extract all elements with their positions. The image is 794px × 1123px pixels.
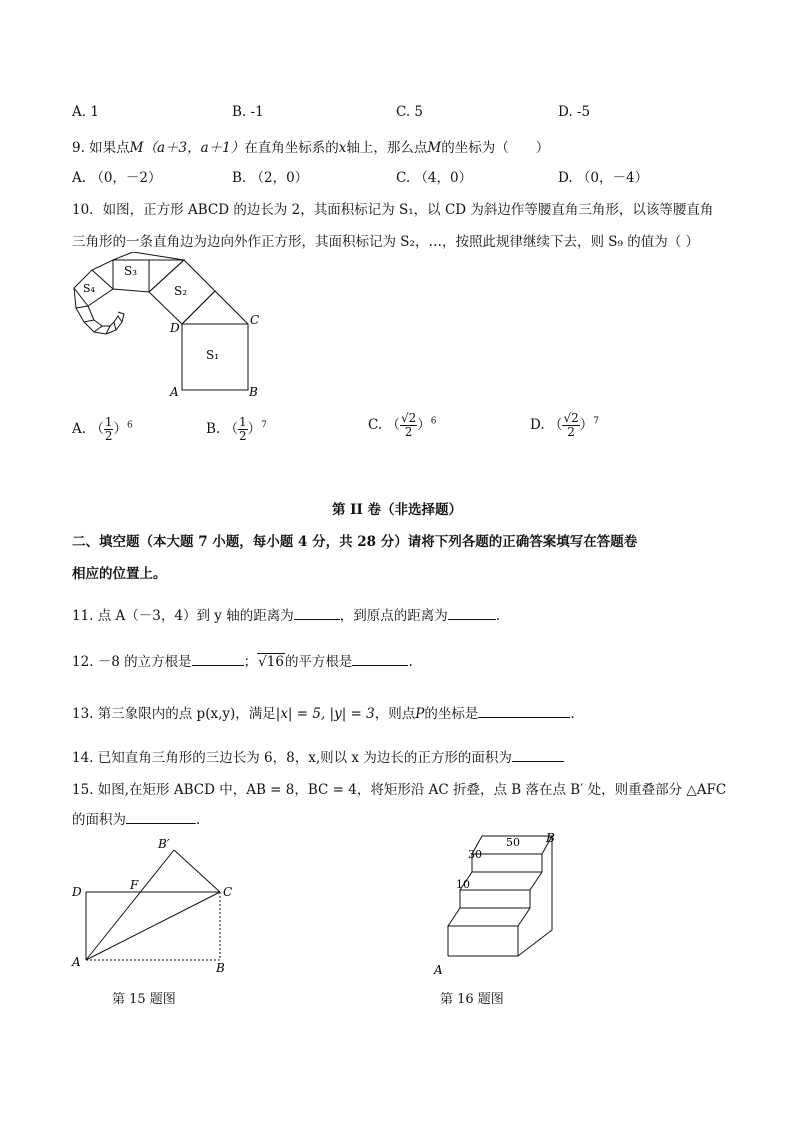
label-10: 10 (456, 878, 470, 891)
label-a: A (72, 955, 81, 969)
q10-option-a (72, 416, 133, 443)
q9-stem-post: 轴上，那么点 (346, 140, 428, 156)
q12-pre: 12. －8 的立方根是 (72, 654, 192, 670)
q13-mid: ，则点 (374, 706, 416, 722)
q12 (72, 650, 413, 670)
segment-ab-prime (86, 850, 174, 960)
q10-option-d-label: D. （ (530, 417, 563, 433)
frac-half (238, 416, 248, 443)
label-b-prime: B′ (158, 837, 170, 851)
label-a: A (434, 963, 443, 977)
close-paren: ） (247, 421, 262, 437)
q9-point: M（a＋3，a＋1） (129, 140, 245, 156)
label-s1: S₁ (206, 348, 220, 362)
label-b: B (216, 961, 225, 975)
q14-text: 14. 已知直角三角形的三边长为 6，8，x,则以 x 为边长的正方形的面积为 (72, 750, 512, 766)
label-s2: S₂ (174, 284, 188, 298)
q16-figure (430, 826, 570, 978)
answer-blank[interactable] (126, 811, 196, 824)
q10-option-c-label: C. （ (368, 417, 400, 433)
frac-sqrt2-over-2 (562, 412, 579, 439)
q9-option-a: A. （0，－2） (72, 170, 162, 186)
frac-den: 2 (104, 429, 113, 443)
exponent: 7 (593, 416, 599, 427)
q10-figure (66, 252, 266, 402)
q16-caption: 第 16 题图 (440, 992, 504, 1007)
answer-blank[interactable] (294, 607, 340, 620)
sqrt-16: √16 (258, 654, 284, 670)
q15-line1: 15. 如图,在矩形 ABCD 中，AB = 8，BC = 4，将矩形沿 AC 折叠，点 B 落在点 B′ 处，则重叠部分 △AFC (72, 782, 727, 798)
label-c: C (223, 885, 233, 899)
q15-line2-text: 的面积为 (72, 812, 126, 828)
q11 (72, 604, 500, 624)
q10-option-b-label: B. （ (206, 421, 239, 437)
q10-option-a-label: A. （ (72, 421, 104, 437)
q15-caption: 第 15 题图 (112, 992, 176, 1007)
section-heading-line2: 相应的位置上。 (72, 566, 167, 582)
q10-line1: 10．如图，正方形 ABCD 的边长为 2，其面积标记为 S₁，以 CD 为斜边作等腰直角三角形，以该等腰直角 (72, 202, 714, 218)
frac-sqrt2-over-2 (400, 412, 417, 439)
label-f: F (130, 878, 139, 892)
answer-blank[interactable] (512, 749, 564, 762)
q10-option-d (530, 412, 599, 439)
label-a: A (170, 385, 179, 399)
q13-condition: |x| = 5, |y| = 3 (275, 706, 375, 722)
label-s4: S₄ (83, 282, 95, 295)
section-heading-line1: 二、填空题（本大题 7 小题，每小题 4 分，共 28 分）请将下列各题的正确答案填写在答题卷 (72, 534, 638, 550)
exponent: 6 (126, 420, 133, 431)
exponent: 6 (430, 416, 437, 427)
q10-option-c (368, 412, 436, 439)
q9-stem-pre: 9. 如果点 (72, 140, 130, 156)
q8-option-d: D. -5 (558, 104, 591, 120)
label-b: B (546, 831, 555, 845)
frac-den: 2 (404, 425, 413, 439)
q11-end: . (495, 608, 500, 624)
q8-option-b: B. -1 (232, 104, 264, 120)
q15-figure (66, 836, 246, 976)
q9-option-c: C. （4，0） (396, 170, 473, 186)
q13-post: 的坐标是 (424, 706, 479, 722)
triangle-1 (182, 291, 248, 324)
answer-blank[interactable] (352, 653, 408, 666)
section-title: 第 II 卷（非选择题） (331, 502, 463, 518)
q9-stem (72, 136, 549, 156)
close-paren: ） (113, 421, 127, 437)
frac-num: √2 (400, 411, 417, 425)
answer-blank[interactable] (448, 607, 496, 620)
frac-den: 2 (239, 429, 247, 443)
segment-b-prime-c (174, 850, 220, 892)
label-d: D (170, 321, 180, 335)
answer-blank[interactable] (192, 653, 244, 666)
q8-option-c: C. 5 (396, 104, 424, 120)
label-c: C (250, 313, 260, 327)
q13-pre: 13. 第三象限内的点 p(x,y)，满足 (72, 706, 276, 722)
q10-option-b (206, 416, 267, 443)
q12-mid: 的平方根是 (284, 654, 353, 670)
q10-line2: 三角形的一条直角边为边向外作正方形，其面积标记为 S₂，…，按照此规律继续下去，则 S₉ 的值为（ ） (72, 234, 699, 250)
q8-option-a: A. 1 (72, 104, 99, 120)
q13 (72, 702, 575, 722)
q15-end: . (196, 812, 201, 828)
close-paren: ） (579, 417, 594, 433)
q12-sep: ； (243, 654, 258, 670)
frac-den: 2 (567, 425, 575, 439)
q11-mid: ，到原点的距离为 (339, 608, 448, 624)
q9-stem-end: 的坐标为（ ） (441, 140, 550, 156)
q13-end: . (570, 706, 575, 722)
frac-num: 1 (239, 415, 247, 429)
q9-option-d: D. （0，－4） (558, 170, 649, 186)
q11-pre: 11. 点 A（－3，4）到 y 轴的距离为 (72, 608, 294, 624)
frac-num: √2 (563, 411, 579, 425)
label-b: B (249, 385, 258, 399)
q9-m: M (427, 140, 442, 156)
q14 (72, 746, 564, 766)
label-50: 50 (506, 836, 520, 849)
label-30: 30 (468, 848, 482, 861)
q9-option-b: B. （2，0） (232, 170, 309, 186)
label-d: D (72, 885, 82, 899)
close-paren: ） (417, 417, 431, 433)
frac-num: 1 (104, 415, 113, 429)
exponent: 7 (261, 420, 267, 431)
q15-line2 (72, 808, 200, 828)
answer-blank[interactable] (478, 705, 570, 718)
label-s3: S₃ (124, 264, 138, 278)
q9-stem-mid: 在直角坐标系的 (244, 140, 339, 156)
q12-end: . (408, 654, 413, 670)
q13-p: P (415, 706, 425, 722)
diagonal-ac (86, 892, 220, 960)
q9-axis: x (338, 140, 347, 156)
